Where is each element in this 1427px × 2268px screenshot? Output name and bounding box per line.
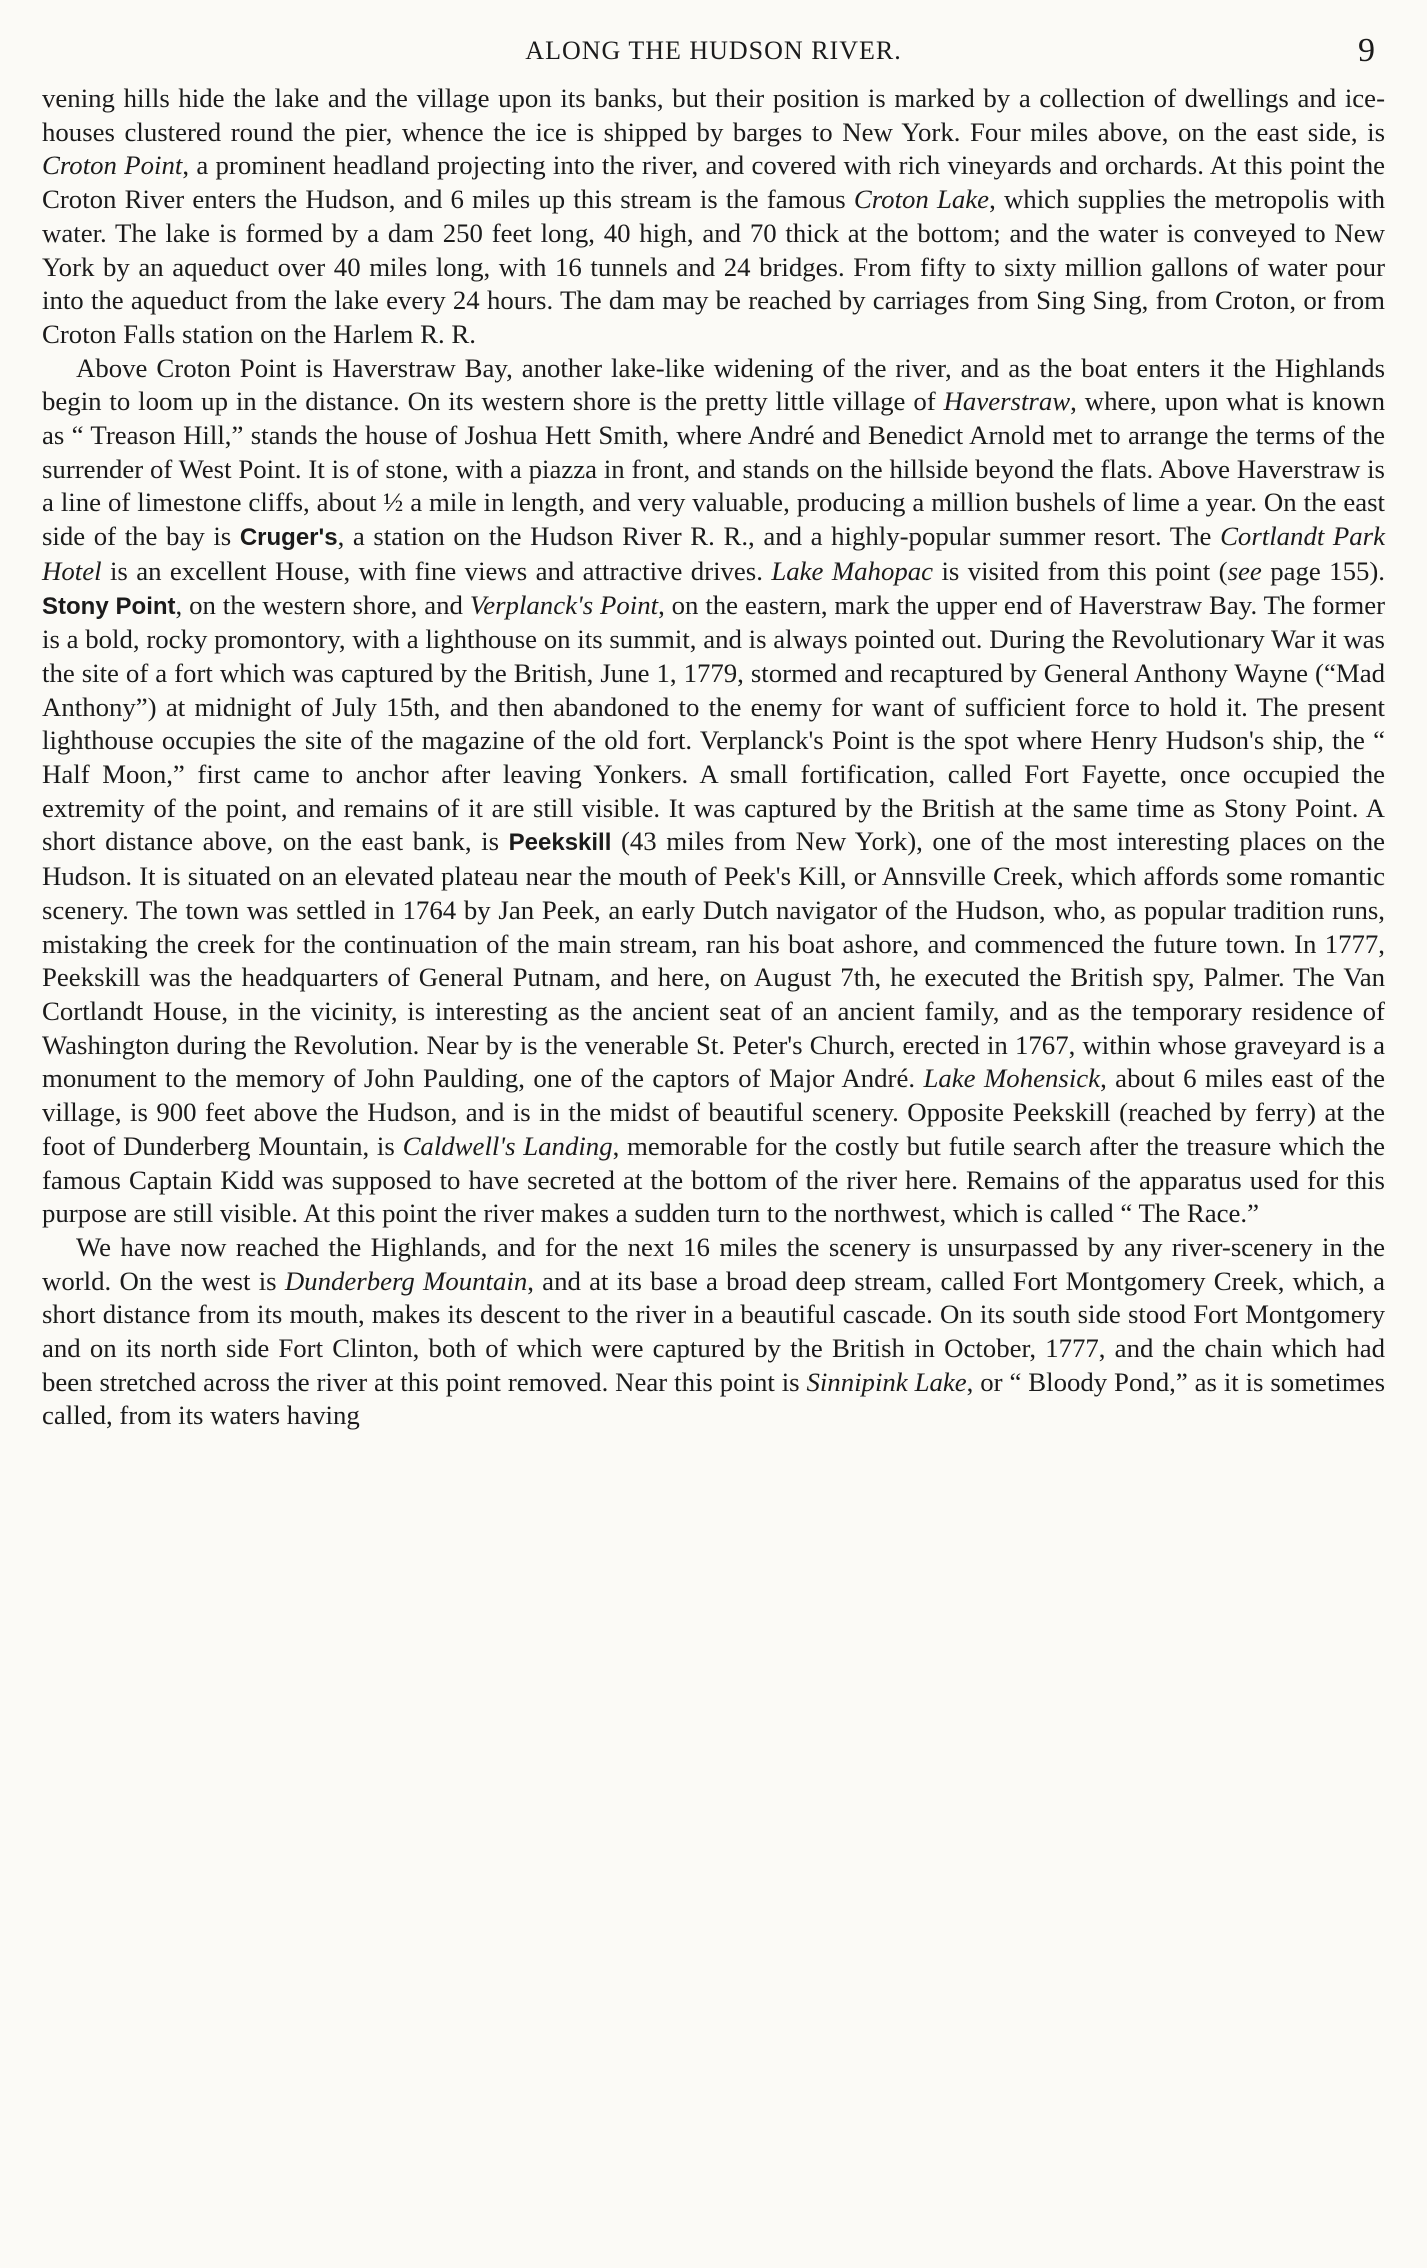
text-run: , which supplies the metropolis with water. The lake is formed by a dam 250 feet long, 40 high, and 70 thick at the bottom; and the water is conveyed to New York by an aqueduct over 40 miles long, with 16 tunnels and 24 bridges. From fifty to sixty million gallons of water pour into the aqueduct from the lake every 24 hours. The dam may be reached by carriages from Sing Sing, from Croton, or from Croton Falls station on the Harlem R. R.: [42, 184, 1385, 349]
italic-place-name: Lake Mohensick: [923, 1063, 1101, 1094]
text-run: , about 6 miles east of the village, is 900 feet above the Hudson, and is in the midst of beautiful scenery. Opposite Peekskill (reached by ferry) at the foot of Dunderberg Mountain, is: [42, 1063, 1386, 1161]
text-run: , memorable for the costly but futile search after the treasure which the famous Captain Kidd was supposed to have secreted at the bottom of the river here. Remains of the apparatus used for this purpose are still visible. At this point the river makes a sudden turn to the northwest, which is called “ The Race.”: [42, 1130, 1385, 1229]
text-run: , a prominent headland projecting into the river, and covered with rich vineyards and orchards. At this point the Croton River enters the Hudson, and 6 miles up this stream is the famous: [42, 150, 1386, 215]
italic-place-name: Haverstraw: [943, 386, 1071, 417]
text-run: , or “ Bloody Pond,” as it is sometimes called, from its waters having: [42, 1366, 1385, 1431]
page-header: [42, 0, 1385, 82]
text-run: , where, upon what is known as “ Treason Hill,” stands the house of Joshua Hett Smith, where André and Benedict Arnold met to arrange the terms of the surrender of West Point. It is of stone, with a piazza in front, and stands on the hillside beyond the flats. Above Haverstraw is a line of limestone cliffs, about ½ a mile in length, and very valuable, producing a million bushels of lime a year. On the east side of the bay is: [42, 386, 1385, 552]
text-run: is visited from this point (: [933, 555, 1228, 586]
italic-place-name: Caldwell's Landing: [402, 1130, 613, 1161]
bold-place-name: Peekskill: [508, 829, 612, 857]
text-run: , a station on the Hudson River R. R., and a highly-popular summer resort. The: [337, 521, 1221, 552]
text-run: , on the western shore, and: [175, 589, 470, 620]
running-title: ALONG THE HUDSON RIVER.: [525, 36, 902, 65]
bold-place-name: Stony Point: [42, 592, 176, 620]
italic-place-name: Croton Point: [42, 150, 183, 181]
body-text: [42, 82, 1385, 1433]
italic-place-name: Cortlandt Park Hotel: [42, 521, 1385, 586]
text-run: We have now reached the Highlands, and for the next 16 miles the scenery is unsurpassed by any river-scenery in the world. On the west is: [42, 1231, 1385, 1296]
italic-place-name: Dunderberg Mountain: [284, 1265, 528, 1296]
bold-place-name: Cruger's: [239, 524, 338, 552]
italic-place-name: Sinnipink Lake: [806, 1366, 967, 1397]
text-run: (43 miles from New York), one of the most interesting places on the Hudson. It is situated on an elevated plateau near the mouth of Peek's Kill, or Annsville Creek, which affords some romantic scenery. The town was settled in 1764 by Jan Peek, an early Dutch navigator of the Hudson, who, as popular tradition runs, mistaking the creek for the continuation of the main stream, ran his boat ashore, and commenced the future town. In 1777, Peekskill was the headquarters of General Putnam, and here, on August 7th, he executed the British spy, Palmer. The Van Cortlandt House, in the vicinity, is interesting as the ancient seat of an ancient family, and as the temporary residence of Washington during the Revolution. Near by is the venerable St. Peter's Church, erected in 1767, within whose graveyard is a monument to the memory of John Paulding, one of the captors of Major André.: [42, 826, 1385, 1094]
paragraph-1: [42, 82, 1385, 352]
text-run: , and at its base a broad deep stream, called Fort Montgomery Creek, which, a short distance from its mouth, makes its descent to the river in a beautiful cascade. On its south side stood Fort Montgomery and on its north side Fort Clinton, both of which were captured by the British in October, 1777, and the chain which had been stretched across the river at this point removed. Near this point is: [42, 1265, 1385, 1397]
italic-place-name: Verplanck's Point: [469, 589, 659, 620]
italic-place-name: Croton Lake: [853, 184, 990, 215]
text-run: is an excellent House, with fine views and attractive drives.: [101, 555, 772, 586]
paragraph-3: [42, 1231, 1385, 1433]
paragraph-2: [42, 352, 1385, 1231]
italic-place-name: see: [1227, 555, 1262, 586]
italic-place-name: Lake Mahopac: [771, 555, 934, 586]
text-run: page 155).: [1261, 555, 1385, 586]
text-run: , on the eastern, mark the upper end of Haverstraw Bay. The former is a bold, rocky promontory, with a lighthouse on its summit, and is always pointed out. During the Revolutionary War it was the site of a fort which was captured by the British, June 1, 1779, stormed and recaptured by General Anthony Wayne (“Mad Anthony”) at midnight of July 15th, and then abandoned to the enemy for want of sufficient force to hold it. The present lighthouse occupies the site of the magazine of the old fort. Verplanck's Point is the spot where Henry Hudson's ship, the “ Half Moon,” first came to anchor after leaving Yonkers. A small fortification, called Fort Fayette, once occupied the extremity of the point, and remains of it are still visible. It was captured by the British at the same time as Stony Point. A short distance above, on the east bank, is: [42, 589, 1386, 857]
page-number: 9: [1358, 32, 1375, 69]
text-run: Above Croton Point is Haverstraw Bay, another lake-like widening of the river, and as the boat enters it the Highlands begin to loom up in the distance. On its western shore is the pretty little village of: [42, 352, 1385, 417]
text-run: vening hills hide the lake and the village upon its banks, but their position is marked by a collection of dwellings and ice-houses clustered round the pier, whence the ice is shipped by barges to New York. Four miles above, on the east side, is: [42, 83, 1385, 147]
